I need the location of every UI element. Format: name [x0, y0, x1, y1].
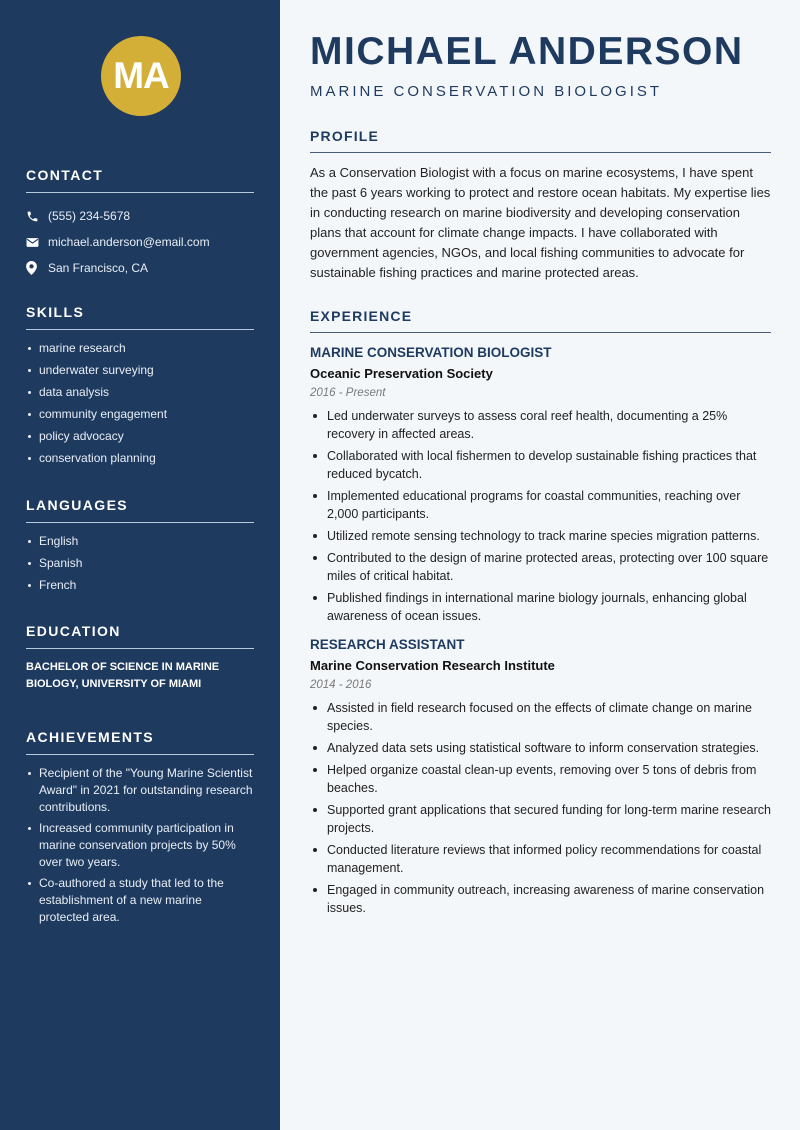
contact-section: [26, 167, 254, 281]
language-item: Spanish: [26, 555, 254, 572]
job-bullet: Supported grant applications that secured funding for long-term marine research projects.: [310, 801, 771, 837]
skill-item: underwater surveying: [26, 362, 254, 379]
contact-location: [26, 255, 254, 281]
sidebar: [0, 0, 280, 1130]
contact-heading: CONTACT: [26, 167, 254, 193]
contact-email[interactable]: [26, 229, 254, 255]
job-company: Oceanic Preservation Society: [310, 366, 493, 381]
languages-heading: LANGUAGES: [26, 497, 254, 523]
skills-section: [26, 304, 254, 472]
job-bullet: Implemented educational programs for coastal communities, reaching over 2,000 participants.: [310, 487, 771, 523]
email-icon: [26, 237, 48, 248]
education-section: [26, 623, 254, 693]
job-bullet: Helped organize coastal clean-up events, removing over 5 tons of debris from beaches.: [310, 761, 771, 797]
education-degree: BACHELOR OF SCIENCE IN MARINE BIOLOGY, UNIVERSITY OF MIAMI: [26, 661, 220, 690]
profile-summary: As a Conservation Biologist with a focus on marine ecosystems, I have spent the past 6 years working to protect and restore ocean habitats. My expertise lies in conducting research on marine biodiversity and developing conservation plans that account for climate change impacts. I have collaborated with government agencies, NGOs, and local fishing communities to advocate for sustainable fishing practices and marine protected areas.: [310, 165, 771, 280]
job-entry: [310, 637, 771, 917]
achievements-list: [26, 765, 254, 926]
job-bullet: Conducted literature reviews that informed policy recommendations for coastal management.: [310, 841, 771, 877]
languages-section: [26, 497, 254, 599]
job-bullet: Utilized remote sensing technology to track marine species migration patterns.: [310, 527, 771, 545]
experience-heading: EXPERIENCE: [310, 308, 771, 333]
languages-list: [26, 533, 254, 594]
skill-item: data analysis: [26, 384, 254, 401]
profile-section: [310, 128, 771, 283]
skill-item: conservation planning: [26, 450, 254, 467]
job-bullet: Collaborated with local fishermen to develop sustainable fishing practices that reduced bycatch.: [310, 447, 771, 483]
contact-phone[interactable]: [26, 203, 254, 229]
avatar-initials: MA: [101, 36, 181, 116]
language-item: English: [26, 533, 254, 550]
skill-item: policy advocacy: [26, 428, 254, 445]
phone-text: (555) 234-5678: [48, 209, 131, 223]
skill-item: marine research: [26, 340, 254, 357]
job-title: RESEARCH ASSISTANT: [310, 637, 465, 652]
job-title-header: MARINE CONSERVATION BIOLOGIST: [310, 83, 663, 100]
job-bullet: Contributed to the design of marine protected areas, protecting over 100 square miles of critical habitat.: [310, 549, 771, 585]
job-bullet: Engaged in community outreach, increasing awareness of marine conservation issues.: [310, 881, 771, 917]
experience-section: [310, 308, 771, 921]
job-entry: [310, 345, 771, 625]
job-title: MARINE CONSERVATION BIOLOGIST: [310, 345, 552, 360]
location-text: San Francisco, CA: [48, 261, 149, 275]
achievements-heading: ACHIEVEMENTS: [26, 729, 254, 755]
skill-item: community engagement: [26, 406, 254, 423]
job-company: Marine Conservation Research Institute: [310, 658, 555, 673]
job-dates: 2016 - Present: [310, 387, 386, 399]
achievement-item: Recipient of the "Young Marine Scientist Award" in 2021 for outstanding research contributions.: [26, 765, 254, 816]
achievement-item: Co-authored a study that led to the establishment of a new marine protected area.: [26, 875, 254, 926]
language-item: French: [26, 577, 254, 594]
skills-heading: SKILLS: [26, 304, 254, 330]
achievement-item: Increased community participation in marine conservation projects by 50% over two years.: [26, 820, 254, 871]
location-pin-icon: [26, 261, 48, 275]
job-dates: 2014 - 2016: [310, 679, 372, 691]
achievements-section: [26, 729, 254, 930]
main-content: [280, 0, 800, 1130]
job-bullets: [310, 699, 771, 917]
job-bullet: Led underwater surveys to assess coral reef health, documenting a 25% recovery in affected areas.: [310, 407, 771, 443]
profile-heading: PROFILE: [310, 128, 771, 153]
phone-icon: [26, 210, 48, 223]
person-name: MICHAEL ANDERSON: [310, 30, 744, 73]
email-text: michael.anderson@email.com: [48, 235, 210, 249]
job-bullet: Assisted in field research focused on the effects of climate change on marine species.: [310, 699, 771, 735]
job-bullets: [310, 407, 771, 625]
job-bullet: Analyzed data sets using statistical software to inform conservation strategies.: [310, 739, 771, 757]
skills-list: [26, 340, 254, 467]
job-bullet: Published findings in international marine biology journals, enhancing global awareness of ocean issues.: [310, 589, 771, 625]
education-heading: EDUCATION: [26, 623, 254, 649]
